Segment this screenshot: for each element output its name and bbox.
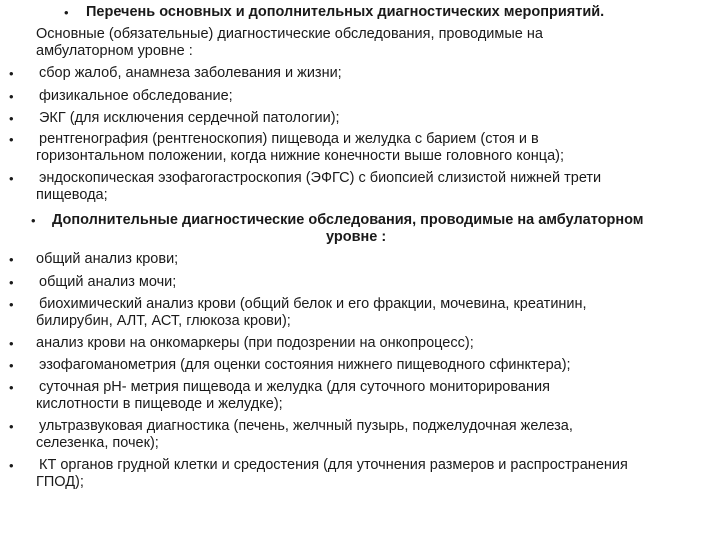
bullet-icon: •	[31, 213, 36, 228]
list-item: анализ крови на онкомаркеры (при подозрении на онкопроцесс);	[36, 335, 474, 351]
list-item: ультразвуковая диагностика (печень, желчный пузырь, поджелудочная железа,	[39, 418, 573, 434]
bullet-icon: •	[9, 419, 14, 434]
list-item: сбор жалоб, анамнеза заболевания и жизни;	[39, 65, 342, 81]
list-item-continuation: билирубин, АЛТ, АСТ, глюкоза крови);	[36, 313, 291, 329]
list-item: суточная рН- метрия пищевода и желудка (для суточного мониторирования	[39, 379, 550, 395]
bullet-icon: •	[9, 171, 14, 186]
list-item-continuation: горизонтальном положении, когда нижние конечности выше головного конца);	[36, 148, 565, 164]
list-item-continuation: пищевода;	[36, 187, 108, 203]
list-item: общий анализ крови;	[36, 251, 179, 267]
additional-heading-line-1: Дополнительные диагностические обследования, проводимые на амбулаторном	[52, 212, 644, 228]
bullet-icon: •	[9, 89, 14, 104]
page-title: Перечень основных и дополнительных диагностических мероприятий.	[86, 4, 605, 20]
main-heading-line-1: Основные (обязательные) диагностические обследования, проводимые на	[36, 26, 543, 42]
bullet-icon: •	[64, 5, 69, 20]
list-item: эндоскопическая эзофагогастроскопия (ЭФГС) с биопсией слизистой нижней трети	[39, 170, 602, 186]
list-item-continuation: кислотности в пищеводе и желудке);	[36, 396, 283, 412]
list-item: рентгенография (рентгеноскопия) пищевода и желудка с барием (стоя и в	[39, 131, 539, 147]
bullet-icon: •	[9, 132, 14, 147]
bullet-icon: •	[9, 458, 14, 473]
bullet-icon: •	[9, 111, 14, 126]
additional-heading-line-2: уровне :	[326, 229, 387, 245]
list-item: эзофагоманометрия (для оценки состояния нижнего пищеводного сфинктера);	[39, 357, 571, 373]
bullet-icon: •	[9, 297, 14, 312]
bullet-icon: •	[9, 358, 14, 373]
list-item-continuation: ГПОД);	[36, 474, 84, 490]
list-item: КТ органов грудной клетки и средостения (для уточнения размеров и распространения	[39, 457, 628, 473]
list-item: физикальное обследование;	[39, 88, 233, 104]
bullet-icon: •	[9, 275, 14, 290]
list-item: биохимический анализ крови (общий белок и его фракции, мочевина, креатинин,	[39, 296, 587, 312]
bullet-icon: •	[9, 380, 14, 395]
list-item: ЭКГ (для исключения сердечной патологии);	[39, 110, 340, 126]
bullet-icon: •	[9, 66, 14, 81]
bullet-icon: •	[9, 252, 14, 267]
list-item-continuation: селезенка, почек);	[36, 435, 159, 451]
main-heading-line-2: амбулаторном уровне :	[36, 43, 193, 59]
list-item: общий анализ мочи;	[39, 274, 177, 290]
bullet-icon: •	[9, 336, 14, 351]
